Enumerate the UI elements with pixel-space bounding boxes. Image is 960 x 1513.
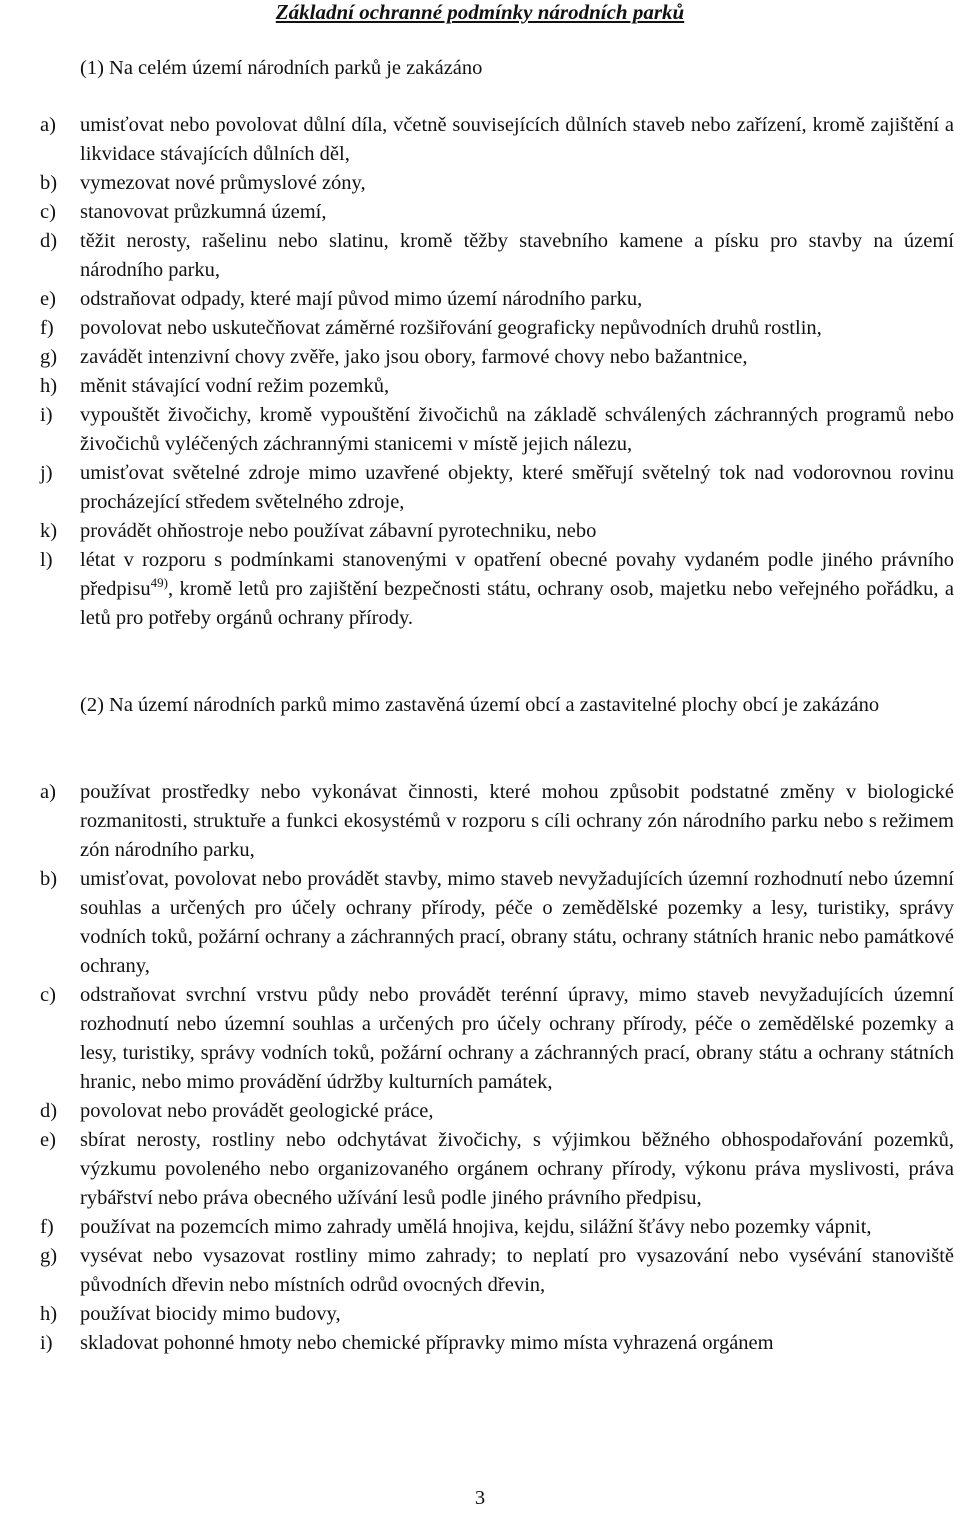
list-item [0,546,960,633]
item-letter: g) [40,346,58,368]
item-text-before-footnote: létat v rozporu s podmínkami stanovenými v opatření obecné povahy vydaném podle jiného právního předpisu [80,549,954,600]
list-item [0,1242,960,1300]
item-text: zavádět intenzivní chovy zvěře, jako jsou obory, farmové chovy nebo bažantnice, [80,346,748,368]
item-text: stanovovat průzkumná území, [80,201,327,223]
item-text: vypouštět živočichy, kromě vypouštění živočichů na základě schválených záchranných programů nebo živočichů vyléčených záchrannými stanicemi v místě jejich nálezu, [80,404,954,455]
list-item [0,372,960,401]
item-letter: c) [40,201,56,223]
item-text: vysévat nebo vysazovat rostliny mimo zahrady; to neplatí pro vysazování nebo vysévání stanoviště původních dřevin nebo místních odrůd ovocných dřevin, [80,1245,954,1296]
item-letter: i) [40,1332,53,1354]
list-item [0,1097,960,1126]
item-letter: j) [40,462,53,484]
item-text: měnit stávající vodní režim pozemků, [80,375,390,397]
item-letter: a) [40,114,56,136]
document-title: Základní ochranné podmínky národních parků [275,0,685,24]
item-letter: c) [40,984,56,1006]
item-letter: l) [40,549,53,571]
item-text-after-footnote: , kromě letů pro zajištění bezpečnosti státu, ochrany osob, majetku nebo veřejného pořádku, a letů pro potřeby orgánů ochrany přírody. [80,578,954,629]
item-letter: h) [40,1303,58,1325]
section2-list [0,778,960,1358]
item-letter: h) [40,375,58,397]
item-text: provádět ohňostroje nebo používat zábavní pyrotechniku, nebo [80,520,597,542]
list-item [0,1213,960,1242]
item-text: umisťovat nebo povolovat důlní díla, včetně souvisejících důlních staveb nebo zařízení, kromě zajištění a likvidace stávajících důlních děl, [80,114,954,165]
item-letter: d) [40,230,58,252]
list-item [0,459,960,517]
item-letter: g) [40,1245,58,1267]
list-item [0,314,960,343]
list-item [0,981,960,1097]
item-text: umisťovat světelné zdroje mimo uzavřené objekty, které směřují světelný tok nad vodorovnou rovinu procházející středem světelného zdroje, [80,462,954,513]
list-item [0,517,960,546]
list-item [0,401,960,459]
item-text: odstraňovat svrchní vrstvu půdy nebo provádět terénní úpravy, mimo staveb nevyžadujících územní rozhodnutí nebo územní souhlas a určených pro účely ochrany přírody, péče o zemědělské pozemky a lesy, turistiky, správy vodních toků, požární ochrany a záchranných prací, obrany státu a ochrany státních hranic, nebo mimo provádění údržby kulturních památek, [80,984,954,1093]
item-letter: a) [40,781,56,803]
item-letter: e) [40,1129,56,1151]
item-text: vymezovat nové průmyslové zóny, [80,172,366,194]
item-letter: b) [40,172,58,194]
list-item [0,227,960,285]
list-item [0,111,960,169]
item-letter: d) [40,1100,58,1122]
item-letter: k) [40,520,58,542]
list-item [0,285,960,314]
list-item [0,198,960,227]
item-letter: i) [40,404,53,426]
item-text: odstraňovat odpady, které mají původ mimo území národního parku, [80,288,643,310]
item-text [80,546,954,633]
item-letter: e) [40,288,56,310]
list-item [0,343,960,372]
section2-intro: (2) Na území národních parků mimo zastavěná území obcí a zastavitelné plochy obcí je zakázáno [80,694,880,716]
item-text: povolovat nebo provádět geologické práce, [80,1100,434,1122]
item-text: používat na pozemcích mimo zahrady umělá hnojiva, kejdu, silážní šťávy nebo pozemky vápnit, [80,1216,872,1238]
item-text: povolovat nebo uskutečňovat záměrné rozšiřování geograficky nepůvodních druhů rostlin, [80,317,822,339]
list-item [0,778,960,865]
item-letter: b) [40,868,58,890]
item-text: používat prostředky nebo vykonávat činnosti, které mohou způsobit podstatné změny v biologické rozmanitosti, struktuře a funkci ekosystémů v rozporu s cíli ochrany zón národního parku nebo s režimem zón národního parku, [80,781,954,861]
section1-list [0,111,960,633]
section1-intro: (1) Na celém území národních parků je zakázáno [80,57,483,79]
list-item [0,1126,960,1213]
list-item [0,169,960,198]
list-item [0,1329,960,1358]
item-letter: f) [40,317,54,339]
item-text: těžit nerosty, rašelinu nebo slatinu, kromě těžby stavebního kamene a písku pro stavby na území národního parku, [80,230,954,281]
item-text: skladovat pohonné hmoty nebo chemické přípravky mimo místa vyhrazená orgánem [80,1332,774,1354]
footnote-reference: 49) [150,575,168,590]
item-letter: f) [40,1216,54,1238]
item-text: používat biocidy mimo budovy, [80,1303,341,1325]
list-item [0,865,960,981]
item-text: sbírat nerosty, rostliny nebo odchytávat živočichy, s výjimkou běžného obhospodařování pozemků, výzkumu povoleného nebo organizovaného orgánem ochrany přírody, výkonu práva myslivosti, práva rybářství nebo práva obecného užívání lesů podle jiného právního předpisu, [80,1129,954,1209]
page-number: 3 [474,1487,486,1509]
item-text: umisťovat, povolovat nebo provádět stavby, mimo staveb nevyžadujících územní rozhodnutí nebo územní souhlas a určených pro účely ochrany přírody, péče o zemědělské pozemky a lesy, turistiky, správy vodních toků, požární ochrany a záchranných prací, obrany státu, ochrany státních hranic nebo památkové ochrany, [80,868,954,977]
list-item [0,1300,960,1329]
